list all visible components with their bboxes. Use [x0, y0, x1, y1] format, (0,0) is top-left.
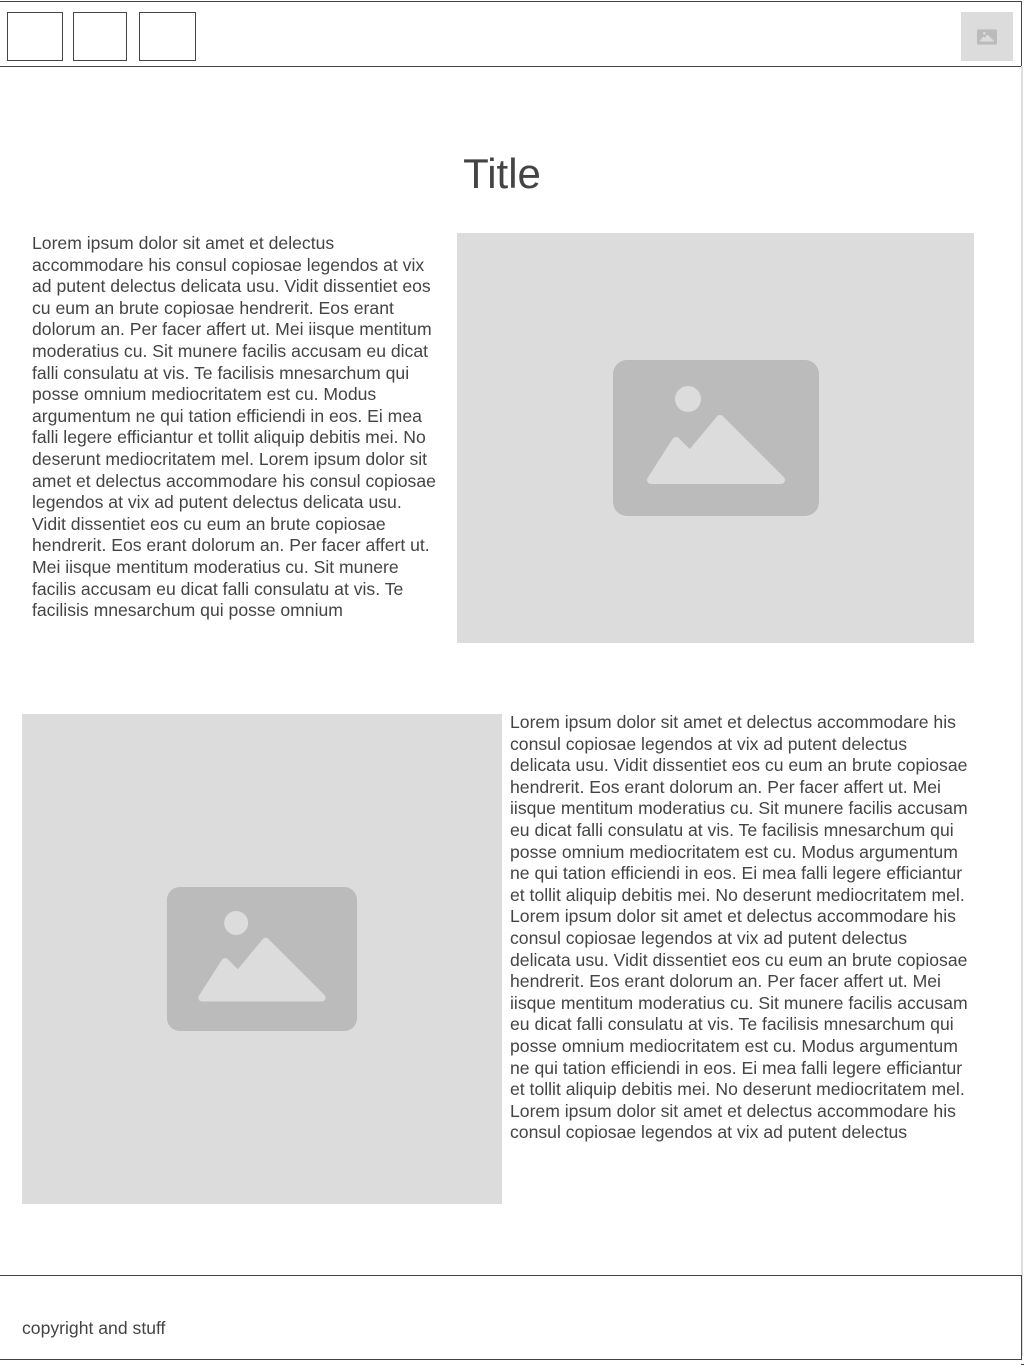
logo[interactable] — [961, 12, 1013, 61]
image-icon — [977, 29, 997, 45]
header-bar — [0, 1, 1022, 67]
scrollbar-track[interactable] — [1021, 66, 1023, 1356]
image-placeholder-icon — [166, 887, 358, 1031]
section-2-text: Lorem ipsum dolor sit amet et delectus accommodare his consul copiosae legendos at vix ad putent delectus delicata usu. Vidit dissentiet eos cu eum an brute copiosae hendrerit. Eos erant dolorum an. Per facer affert ut. Mei iisque mentitum moderatius cu. Sit munere facilis accusam eu dicat falli consulatu at vis. Te facilisis mnesarchum qui posse omnium mediocritatem est cu. Modus argumentum ne qui tation efficiendi in eos. Ei mea falli legere efficiantur et tollit aliquip debitis mei. No deserunt mediocritatem mel. Lorem ipsum dolor sit amet et delectus accommodare his consul copiosae legendos at vix ad putent delectus delicata usu. Vidit dissentiet eos cu eum an brute copiosae hendrerit. Eos erant dolorum an. Per facer affert ut. Mei iisque mentitum moderatius cu. Sit munere facilis accusam eu dicat falli consulatu at vis. Te facilisis mnesarchum qui posse omnium mediocritatem est cu. Modus argumentum ne qui tation efficiendi in eos. Ei mea falli legere efficiantur et tollit aliquip debitis mei. No deserunt mediocritatem mel. Lorem ipsum dolor sit amet et delectus accommodare his consul copiosae legendos at vix ad putent delectus — [510, 712, 968, 1143]
footer — [0, 1275, 1022, 1360]
section-1-image — [457, 233, 974, 643]
image-placeholder-icon — [613, 360, 819, 516]
footer-copyright: copyright and stuff — [22, 1318, 166, 1338]
section-1-text: Lorem ipsum dolor sit amet et delectus accommodare his consul copiosae legendos at vix ad putent delectus delicata usu. Vidit dissentiet eos cu eum an brute copiosae hendrerit. Eos erant dolorum an. Per facer affert ut. Mei iisque mentitum moderatius cu. Sit munere facilis accusam eu dicat falli consulatu at vis. Te facilisis mnesarchum qui posse omnium mediocritatem est cu. Modus argumentum ne qui tation efficiendi in eos. Ei mea falli legere efficiantur et tollit aliquip debitis mei. No deserunt mediocritatem mel. Lorem ipsum dolor sit amet et delectus accommodare his consul copiosae legendos at vix ad putent delectus delicata usu. Vidit dissentiet eos cu eum an brute copiosae hendrerit. Eos erant dolorum an. Per facer affert ut. Mei iisque mentitum moderatius cu. Sit munere facilis accusam eu dicat falli consulatu at vis. Te facilisis mnesarchum qui posse omnium — [32, 233, 436, 621]
nav-button-1[interactable] — [7, 12, 63, 61]
section-2-image — [22, 714, 502, 1204]
nav-button-2[interactable] — [73, 12, 127, 61]
nav-button-3[interactable] — [139, 12, 196, 61]
page-title: Title — [463, 150, 541, 197]
